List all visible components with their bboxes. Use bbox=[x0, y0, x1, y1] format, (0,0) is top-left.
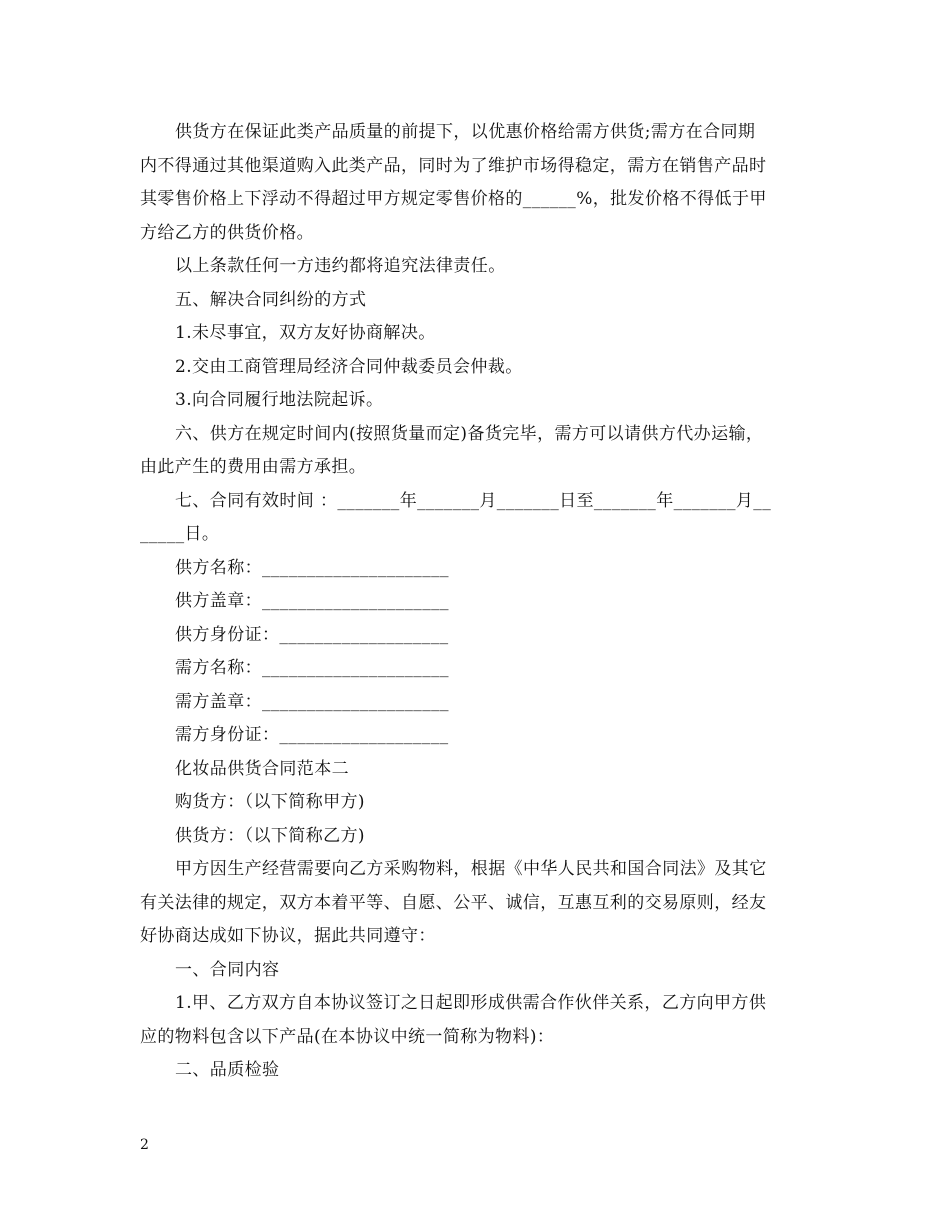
text-line: 其零售价格上下浮动不得超过甲方规定零售价格的______%，批发价格不得低于甲 bbox=[140, 189, 767, 209]
section-heading-quality: 二、品质检验 bbox=[175, 1060, 280, 1080]
party-supplier: 供货方：（以下简称乙方) bbox=[175, 825, 365, 846]
paragraph-partnership bbox=[140, 987, 812, 1054]
paragraph-liability: 以上条款任何一方违约都将追究法律责任。 bbox=[175, 256, 506, 276]
list-item: 1.未尽事宜，双方友好协商解决。 bbox=[175, 323, 436, 343]
signature-field-buyer-name: 需方名称：_____________________ bbox=[175, 658, 449, 678]
document-body bbox=[140, 116, 812, 1088]
signature-field-supplier-seal: 供方盖章：_____________________ bbox=[175, 591, 449, 611]
text-line: 1.甲、乙方双方自本协议签订之日起即形成供需合作伙伴关系，乙方向甲方供 bbox=[175, 993, 767, 1013]
text-line: 有关法律的规定，双方本着平等、自愿、公平、诚信，互惠互利的交易原则，经友 bbox=[140, 892, 767, 913]
text-line: _____日。 bbox=[140, 524, 220, 544]
signature-field-buyer-seal: 需方盖章：_____________________ bbox=[175, 691, 449, 712]
section-heading-contents: 一、合同内容 bbox=[175, 959, 280, 980]
paragraph-delivery bbox=[140, 418, 812, 485]
page-number: 2 bbox=[140, 1137, 149, 1153]
text-line: 应的物料包含以下产品(在本协议中统一简称为物料)： bbox=[140, 1026, 555, 1047]
text-line: 由此产生的费用由需方承担。 bbox=[140, 457, 367, 477]
text-line: 供货方在保证此类产品质量的前提下，以优惠价格给需方供货;需方在合同期 bbox=[175, 122, 756, 142]
signature-field-buyer-id: 需方身份证：___________________ bbox=[175, 725, 449, 745]
text-line: 方给乙方的供货价格。 bbox=[140, 222, 314, 243]
paragraph-pricing-terms bbox=[140, 116, 812, 250]
text-line: 七、合同有效时间 ：_______年_______月_______日至_______年_______月__ bbox=[175, 490, 772, 511]
party-buyer: 购货方：（以下简称甲方) bbox=[175, 792, 365, 812]
signature-field-supplier-name: 供方名称：_____________________ bbox=[175, 557, 449, 578]
text-line: 甲方因生产经营需要向乙方采购物料，根据《中华人民共和国合同法》及其它 bbox=[175, 859, 767, 879]
signature-field-supplier-id: 供方身份证：___________________ bbox=[175, 624, 449, 645]
paragraph-validity bbox=[140, 485, 812, 552]
list-item: 3.向合同履行地法院起诉。 bbox=[175, 390, 384, 410]
template-title: 化妆品供货合同范本二 bbox=[175, 758, 349, 779]
list-item: 2.交由工商管理局经济合同仲裁委员会仲裁。 bbox=[175, 356, 523, 377]
paragraph-preamble bbox=[140, 853, 812, 954]
text-line: 六、供方在规定时间内(按照货量而定)备货完毕，需方可以请供方代办运输， bbox=[175, 423, 764, 444]
text-line: 好协商达成如下协议，据此共同遵守： bbox=[140, 926, 436, 946]
section-heading-dispute: 五、解决合同纠纷的方式 bbox=[175, 289, 367, 310]
text-line: 内不得通过其他渠道购入此类产品，同时为了维护市场得稳定，需方在销售产品时 bbox=[140, 155, 767, 176]
